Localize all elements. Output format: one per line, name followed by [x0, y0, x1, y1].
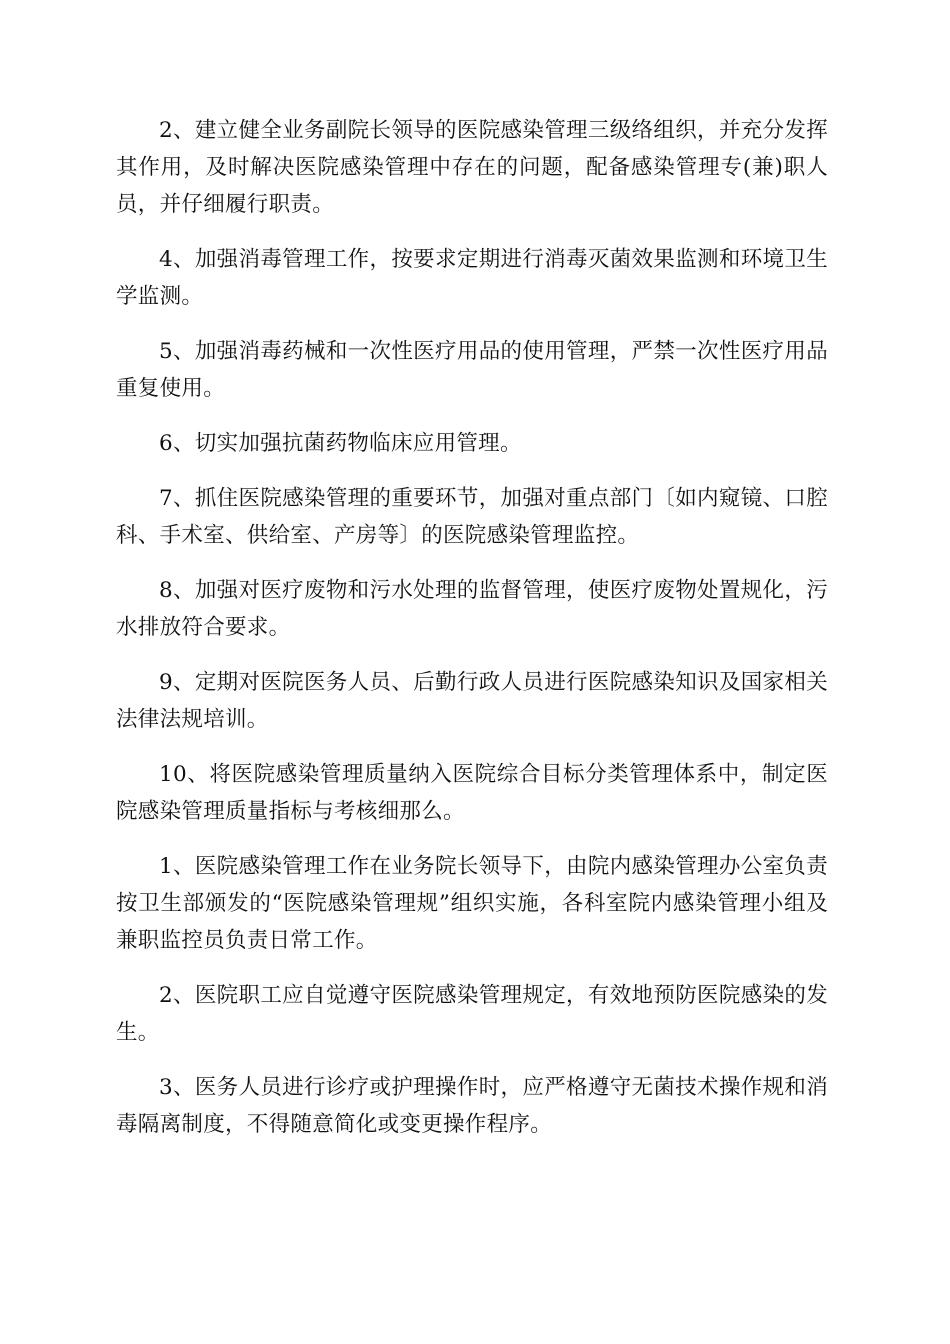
paragraph-1: 2、建立健全业务副院长领导的医院感染管理三级络组织，并充分发挥其作用，及时解决医院感染管理中存在的问题，配备感染管理专(兼)职人员，并仔细履行职责。: [116, 118, 828, 217]
paragraph-9: 1、医院感染管理工作在业务院长领导下，由院内感染管理办公室负责按卫生部颁发的“医院感染管理规”组织实施，各科室院内感染管理小组及兼职监控员负责日常工作。: [116, 854, 828, 953]
paragraph-6: 8、加强对医疗废物和污水处理的监督管理，使医疗废物处置规化，污水排放符合要求。: [116, 578, 828, 640]
paragraph-11: 3、医务人员进行诊疗或护理操作时，应严格遵守无菌技术操作规和消毒隔离制度，不得随意简化或变更操作程序。: [116, 1075, 828, 1137]
paragraph-4: 6、切实加强抗菌药物临床应用管理。: [159, 431, 522, 456]
paragraph-2: 4、加强消毒管理工作，按要求定期进行消毒灭菌效果监测和环境卫生学监测。: [116, 247, 828, 309]
paragraph-7: 9、定期对医院医务人员、后勤行政人员进行医院感染知识及国家相关法律法规培训。: [116, 670, 828, 732]
paragraph-5: 7、抓住医院感染管理的重要环节，加强对重点部门〔如内窥镜、口腔科、手术室、供给室、产房等〕的医院感染管理监控。: [116, 486, 828, 548]
paragraph-8: 10、将医院感染管理质量纳入医院综合目标分类管理体系中，制定医院感染管理质量指标与考核细那么。: [116, 762, 828, 824]
paragraph-3: 5、加强消毒药械和一次性医疗用品的使用管理，严禁一次性医疗用品重复使用。: [116, 339, 828, 401]
paragraph-10: 2、医院职工应自觉遵守医院感染管理规定，有效地预防医院感染的发生。: [116, 983, 828, 1045]
document-body: [116, 112, 828, 1161]
